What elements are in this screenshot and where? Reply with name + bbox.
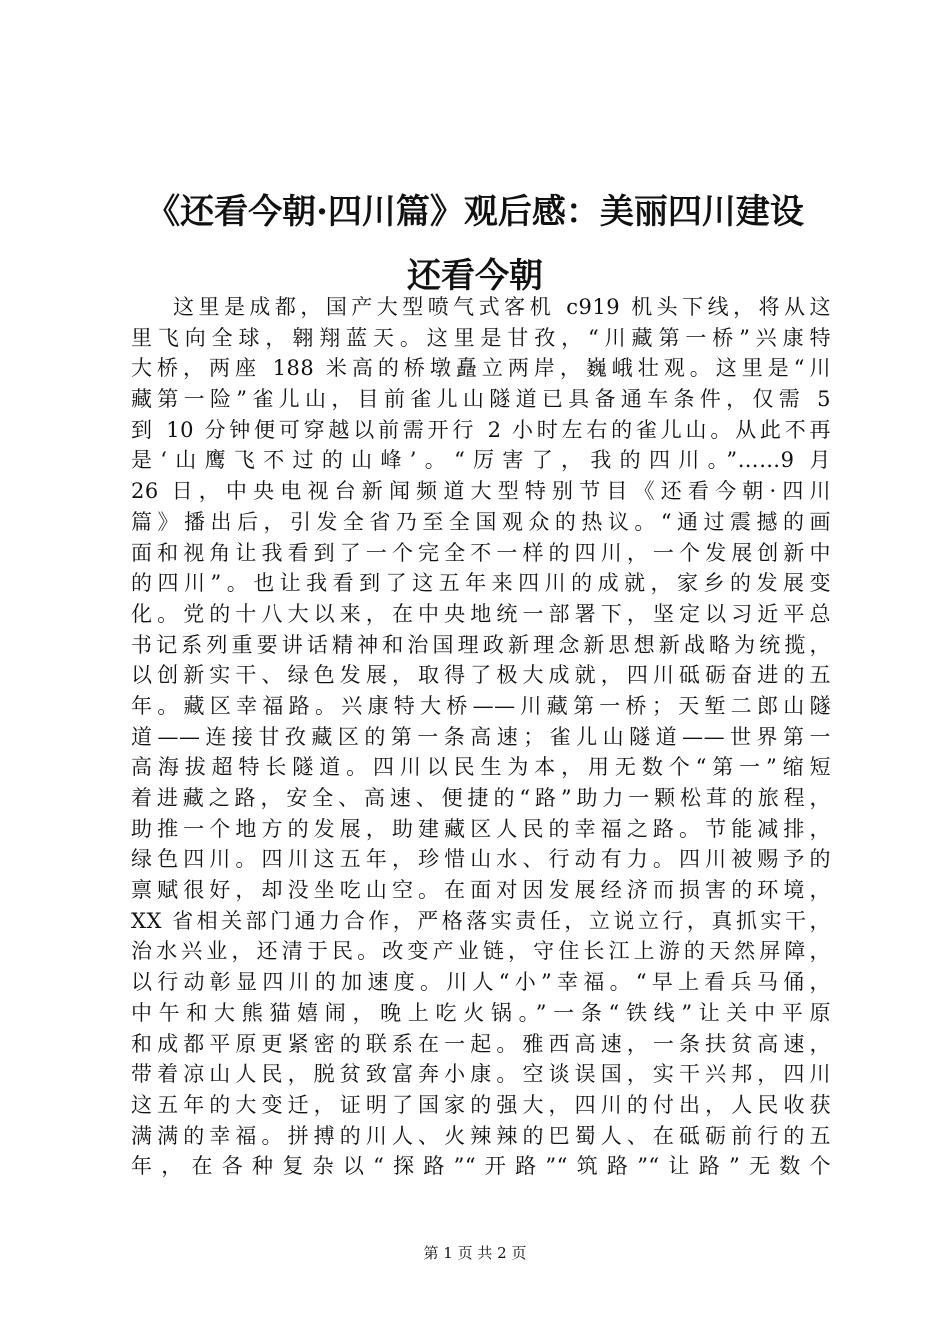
text-line: 里飞向全球，翱翔蓝天。这里是甘孜，“川藏第一桥”兴康特 [131,325,831,350]
text-line: 满满的幸福。拼搏的川人、火辣辣的巴蜀人、在砥砺前行的五 [131,1123,831,1148]
text-line: 年，在各种复杂以“探路”“开路”“筑路”“让路”无数个 [131,1154,831,1179]
text-line: 以创新实干、绿色发展，取得了极大成就，四川砥砺奋进的五 [131,663,831,688]
text-line: 和成都平原更紧密的联系在一起。雅西高速，一条扶贫高速， [131,1031,831,1056]
text-line: 高海拔超特长隧道。四川以民生为本，用无数个“第一”缩短 [131,755,831,780]
text-line: 到 10 分钟便可穿越以前需开行 2 小时左右的雀儿山。从此不再 [131,417,831,442]
text-line: 着进藏之路，安全、高速、便捷的“路”助力一颗松茸的旅程， [131,786,831,810]
text-line: 以行动彰显四川的加速度。川人“小”幸福。“早上看兵马俑， [131,970,831,995]
title-line-1: 《还看今朝·四川篇》观后感：美丽四川建设 [146,192,804,232]
text-line: 藏第一险”雀儿山，目前雀儿山隧道已具备通车条件，仅需 5 [131,387,831,412]
title-line-2: 还看今朝 [407,256,543,296]
text-line: 绿色四川。四川这五年，珍惜山水、行动有力。四川被赐予的 [131,847,831,872]
document-title [100,180,850,308]
body-paragraph [131,292,831,1182]
text-line: 这五年的大变迁，证明了国家的强大，四川的付出，人民收获 [131,1092,831,1117]
text-line: 的四川”。也让我看到了这五年来四川的成就，家乡的发展变 [131,571,831,596]
text-line: 这里是成都，国产大型喷气式客机 c919 机头下线，将从这 [173,295,831,319]
text-line: 是‘山鹰飞不过的山峰’。“厉害了，我的四川。”……9 月 [131,448,831,473]
text-line: 书记系列重要讲话精神和治国理政新理念新思想新战略为统揽， [131,632,831,657]
page-number-footer: 第 1 页 共 2 页 [423,1244,527,1262]
text-line: 带着凉山人民，脱贫致富奔小康。空谈误国，实干兴邦，四川 [131,1062,831,1087]
text-line: 道——连接甘孜藏区的第一条高速；雀儿山隧道——世界第一 [131,724,831,749]
text-line: 大桥，两座 188 米高的桥墩矗立两岸，巍峨壮观。这里是“川 [131,356,831,381]
text-line: 26 日，中央电视台新闻频道大型特别节目《还看今朝·四川 [131,479,831,504]
text-line: 面和视角让我看到了一个完全不一样的四川，一个发展创新中 [131,540,831,565]
text-line: XX 省相关部门通力合作，严格落实责任，立说立行，真抓实干， [131,908,831,933]
text-line: 年。藏区幸福路。兴康特大桥——川藏第一桥；天堑二郎山隧 [131,693,831,718]
text-line: 篇》播出后，引发全省乃至全国观众的热议。“通过震撼的画 [131,509,831,534]
text-line: 中午和大熊猫嬉闹，晚上吃火锅。”一条“铁线”让关中平原 [131,1000,831,1025]
text-line: 禀赋很好，却没坐吃山空。在面对因发展经济而损害的环境， [131,878,831,903]
text-line: 治水兴业，还清于民。改变产业链，守住长江上游的天然屏障， [131,939,831,964]
text-line: 化。党的十八大以来，在中央地统一部署下，坚定以习近平总 [131,601,831,626]
text-line: 助推一个地方的发展，助建藏区人民的幸福之路。节能减排， [131,816,831,841]
